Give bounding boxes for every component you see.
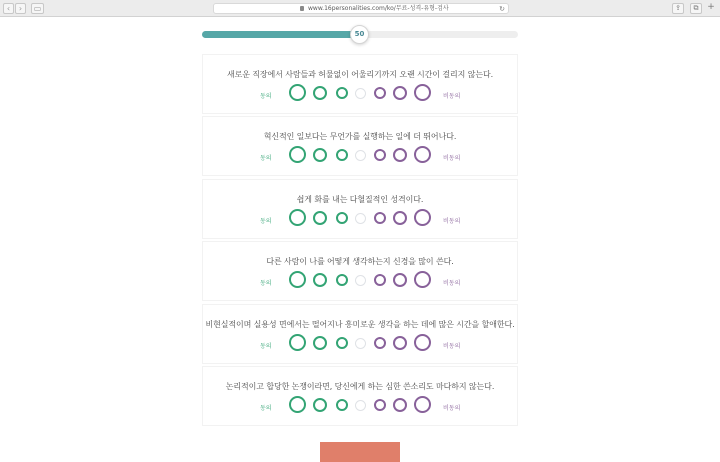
chevron-right-icon: › bbox=[18, 4, 23, 13]
option-agree-moderate[interactable] bbox=[313, 86, 327, 100]
option-disagree-slight[interactable] bbox=[374, 149, 386, 161]
disagree-label: 비동의 bbox=[443, 218, 461, 225]
option-disagree-slight[interactable] bbox=[374, 399, 386, 411]
reload-icon[interactable]: ↻ bbox=[499, 5, 505, 13]
option-disagree-strong[interactable] bbox=[414, 209, 431, 226]
progress-fill bbox=[202, 31, 360, 38]
chevron-left-icon: ‹ bbox=[6, 4, 11, 13]
question-card bbox=[202, 54, 518, 114]
forward-button[interactable] bbox=[15, 3, 26, 14]
browser-toolbar bbox=[0, 0, 720, 17]
lock-icon bbox=[300, 6, 304, 11]
option-neutral[interactable] bbox=[355, 400, 366, 411]
option-agree-slight[interactable] bbox=[336, 399, 348, 411]
option-agree-strong[interactable] bbox=[289, 146, 306, 163]
option-agree-strong[interactable] bbox=[289, 271, 306, 288]
option-disagree-strong[interactable] bbox=[414, 146, 431, 163]
question-text: 쉽게 화를 내는 다혈질적인 성격이다. bbox=[296, 195, 424, 204]
new-tab-button[interactable] bbox=[706, 3, 716, 14]
agree-label: 동의 bbox=[260, 343, 272, 350]
agree-label: 동의 bbox=[260, 93, 272, 100]
option-disagree-moderate[interactable] bbox=[393, 211, 407, 225]
question-card bbox=[202, 241, 518, 301]
plus-icon: + bbox=[707, 2, 715, 12]
address-bar[interactable] bbox=[213, 3, 509, 14]
agree-label: 동의 bbox=[260, 155, 272, 162]
option-agree-slight[interactable] bbox=[336, 337, 348, 349]
question-card bbox=[202, 116, 518, 176]
question-card bbox=[202, 366, 518, 426]
question-text: 논리적이고 합당한 논쟁이라면, 당신에게 하는 심한 쓴소리도 마다하지 않는다. bbox=[225, 382, 495, 391]
option-disagree-strong[interactable] bbox=[414, 84, 431, 101]
option-neutral[interactable] bbox=[355, 275, 366, 286]
progress-bar bbox=[202, 31, 518, 38]
question-text: 새로운 직장에서 사람들과 허물없이 어울리기까지 오랜 시간이 걸리지 않는다. bbox=[226, 70, 494, 79]
option-agree-strong[interactable] bbox=[289, 84, 306, 101]
disagree-label: 비동의 bbox=[443, 155, 461, 162]
option-agree-strong[interactable] bbox=[289, 209, 306, 226]
sidebar-icon: ▭ bbox=[33, 4, 42, 13]
back-button[interactable] bbox=[3, 3, 14, 14]
option-neutral[interactable] bbox=[355, 88, 366, 99]
option-agree-strong[interactable] bbox=[289, 396, 306, 413]
option-agree-moderate[interactable] bbox=[313, 273, 327, 287]
question-card bbox=[202, 179, 518, 239]
option-agree-slight[interactable] bbox=[336, 274, 348, 286]
question-card bbox=[202, 304, 518, 364]
option-agree-strong[interactable] bbox=[289, 334, 306, 351]
option-neutral[interactable] bbox=[355, 150, 366, 161]
option-disagree-strong[interactable] bbox=[414, 396, 431, 413]
option-neutral[interactable] bbox=[355, 338, 366, 349]
option-neutral[interactable] bbox=[355, 213, 366, 224]
option-agree-slight[interactable] bbox=[336, 87, 348, 99]
question-text: 다른 사람이 나를 어떻게 생각하는지 신경을 많이 쓴다. bbox=[266, 257, 454, 266]
option-disagree-moderate[interactable] bbox=[393, 148, 407, 162]
option-disagree-slight[interactable] bbox=[374, 212, 386, 224]
question-text: 혁신적인 일보다는 무언가를 실행하는 일에 더 뛰어나다. bbox=[263, 132, 457, 141]
next-button[interactable] bbox=[320, 442, 400, 462]
question-text: 비현실적이며 실용성 면에서는 떨어지나 흥미로운 생각을 하는 데에 많은 시간을 할애한다. bbox=[205, 320, 515, 329]
option-agree-moderate[interactable] bbox=[313, 336, 327, 350]
option-agree-slight[interactable] bbox=[336, 149, 348, 161]
tabs-icon: ⧉ bbox=[693, 4, 699, 12]
disagree-label: 비동의 bbox=[443, 405, 461, 412]
option-disagree-slight[interactable] bbox=[374, 337, 386, 349]
option-disagree-moderate[interactable] bbox=[393, 273, 407, 287]
disagree-label: 비동의 bbox=[443, 93, 461, 100]
share-button[interactable] bbox=[672, 3, 684, 14]
option-agree-moderate[interactable] bbox=[313, 398, 327, 412]
option-agree-moderate[interactable] bbox=[313, 148, 327, 162]
progress-indicator: 50 bbox=[350, 25, 369, 44]
option-disagree-strong[interactable] bbox=[414, 334, 431, 351]
url-text: www.16personalities.com/ko/무료-성격-유형-검사 bbox=[308, 5, 449, 12]
share-icon: ⇪ bbox=[675, 4, 681, 12]
option-disagree-moderate[interactable] bbox=[393, 336, 407, 350]
option-agree-moderate[interactable] bbox=[313, 211, 327, 225]
agree-label: 동의 bbox=[260, 280, 272, 287]
tabs-button[interactable] bbox=[690, 3, 702, 14]
option-disagree-moderate[interactable] bbox=[393, 398, 407, 412]
option-disagree-slight[interactable] bbox=[374, 274, 386, 286]
option-disagree-moderate[interactable] bbox=[393, 86, 407, 100]
option-disagree-slight[interactable] bbox=[374, 87, 386, 99]
disagree-label: 비동의 bbox=[443, 343, 461, 350]
option-disagree-strong[interactable] bbox=[414, 271, 431, 288]
agree-label: 동의 bbox=[260, 405, 272, 412]
agree-label: 동의 bbox=[260, 218, 272, 225]
option-agree-slight[interactable] bbox=[336, 212, 348, 224]
sidebar-button[interactable] bbox=[31, 3, 44, 14]
disagree-label: 비동의 bbox=[443, 280, 461, 287]
